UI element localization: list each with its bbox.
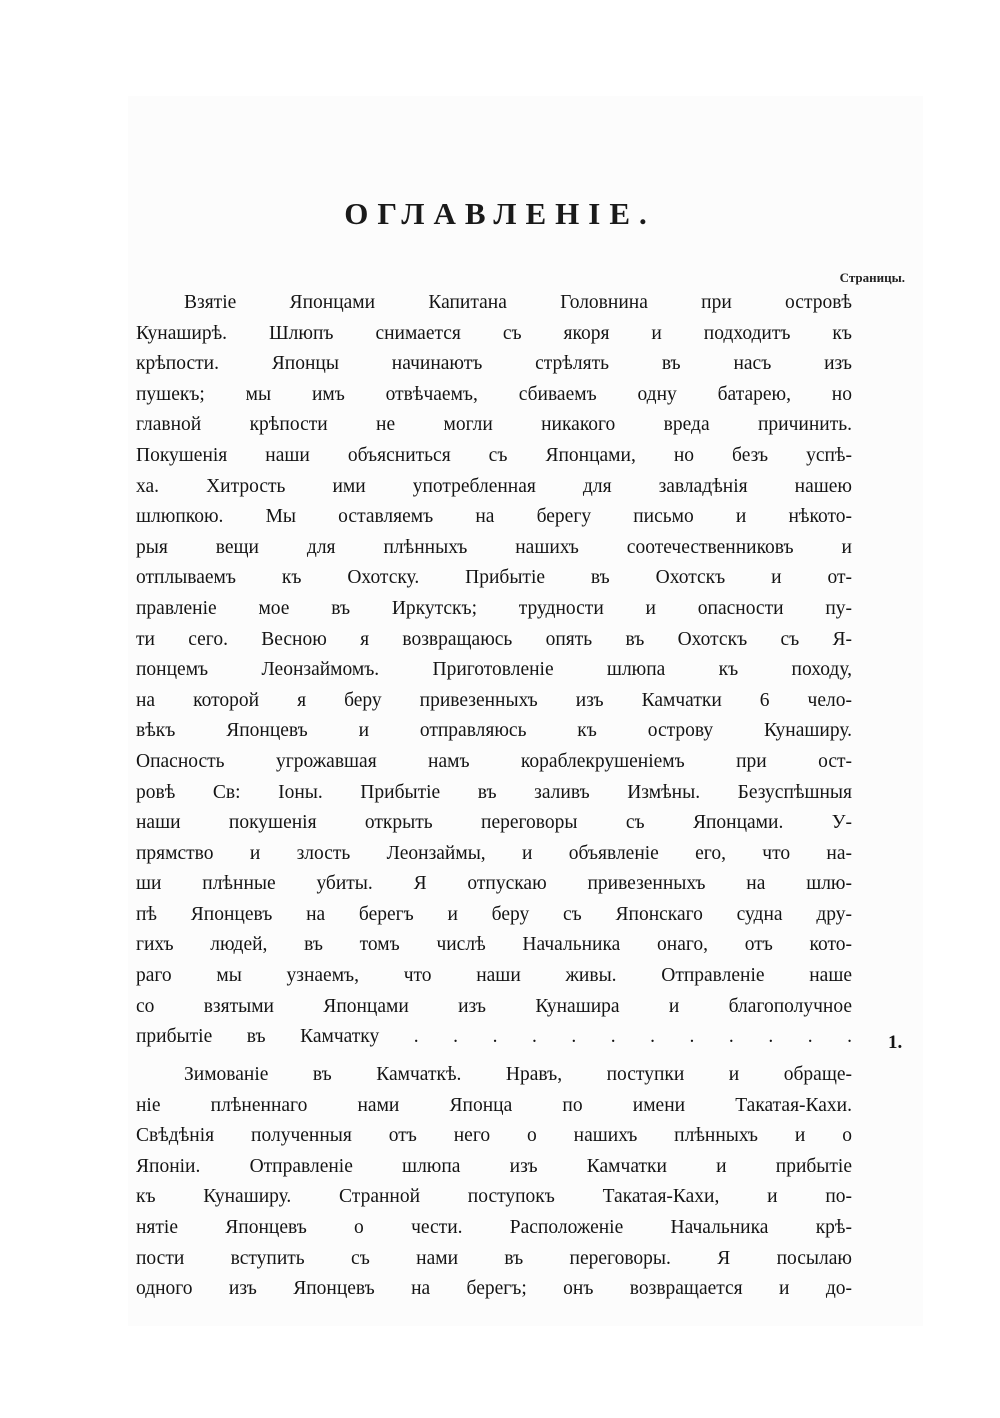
toc-entry-2 (136, 1060, 852, 1305)
toc-line: ши плѣнные убиты. Я отпускаю привезенныхъ на шлю- (136, 873, 852, 895)
toc-line: пушекъ; мы имъ отвѣчаемъ, сбиваемъ одну батарею, но (136, 383, 852, 405)
toc-line: Японіи. Отправленіе шлюпа изъ Камчатки и прибытіе (136, 1155, 852, 1177)
toc-line: Свѣдѣнія полученныя отъ него о нашихъ плѣнныхъ и о (136, 1125, 852, 1147)
toc-line: Опасность угрожавшая намъ кораблекрушеніемъ при ост- (136, 750, 852, 772)
toc-line-leader: прибытіе въ Камчатку . . . . . . . . . . . . (136, 1026, 852, 1048)
toc-line: пѣ Японцевъ на берегъ и беру съ Японскаго судна дру- (136, 903, 852, 925)
toc-line: главной крѣпости не могли никакого вреда причинить. (136, 414, 852, 436)
toc-line: со взятыми Японцами изъ Кунашира и благополучное (136, 995, 852, 1017)
toc-line: наши покушенія открыть переговоры съ Японцами. У- (136, 812, 852, 834)
toc-line: шлюпкою. Мы оставляемъ на берегу письмо и нѣкото- (136, 506, 852, 528)
toc-line: Кунаширѣ. Шлюпъ снимается съ якоря и подходитъ къ (136, 322, 852, 344)
toc-line: отплываемъ къ Охотску. Прибытіе въ Охотскъ и от- (136, 567, 852, 589)
toc-line: Взятіе Японцами Капитана Головнина при островѣ (184, 292, 852, 313)
toc-line: ти сего. Весною я возвращаюсь опять въ Охотскъ съ Я- (136, 628, 852, 650)
toc-line: ровѣ Св: Іоны. Прибытіе въ заливъ Измѣны. Безуспѣшныя (136, 781, 852, 803)
toc-line: вѣкъ Японцевъ и отправляюсь къ острову Кунаширу. (136, 720, 852, 742)
toc-line: гихъ людей, въ томъ числѣ Начальника онаго, отъ кото- (136, 934, 852, 956)
toc-line: ніе плѣненнаго нами Японца по имени Такатая-Кахи. (136, 1094, 852, 1116)
toc-line: на которой я беру привезенныхъ изъ Камчатки 6 чело- (136, 689, 852, 711)
toc-line: нятіе Японцевъ о чести. Расположеніе Начальника крѣ- (136, 1216, 852, 1238)
toc-line: одного изъ Японцевъ на берегъ; онъ возвращается и до- (136, 1278, 852, 1300)
toc-line: раго мы узнаемъ, что наши живы. Отправленіе наше (136, 965, 852, 987)
toc-line: прямство и злость Леонзаймы, и объявленіе его, что на- (136, 842, 852, 864)
toc-entry-1 (136, 288, 852, 1053)
toc-line: рыя вещи для плѣнныхъ нашихъ соотечественниковъ и (136, 536, 852, 558)
toc-line: пости вступить съ нами въ переговоры. Я посылаю (136, 1247, 852, 1269)
toc-line: къ Кунаширу. Странной поступокъ Такатая-Кахи, и по- (136, 1186, 852, 1208)
toc-line: Покушенія наши объясниться съ Японцами, но безъ успѣ- (136, 444, 852, 466)
toc-line: Зимованіе въ Камчаткѣ. Нравъ, поступки и обраще- (184, 1064, 852, 1085)
toc-line: правленіе мое въ Иркутскъ; трудности и опасности пу- (136, 597, 852, 619)
toc-line: ха. Хитрость ими употребленная для завладѣнія нашею (136, 475, 852, 497)
toc-line: понцемъ Леонзаймомъ. Приготовленіе шлюпа къ походу, (136, 659, 852, 681)
pages-column-label: Страницы. (839, 270, 905, 285)
toc-page-number: 1. (888, 1032, 903, 1054)
toc-line: крѣпости. Японцы начинаютъ стрѣлять въ насъ изъ (136, 353, 852, 375)
page-title: ОГЛАВЛЕНІЕ. (344, 196, 656, 231)
